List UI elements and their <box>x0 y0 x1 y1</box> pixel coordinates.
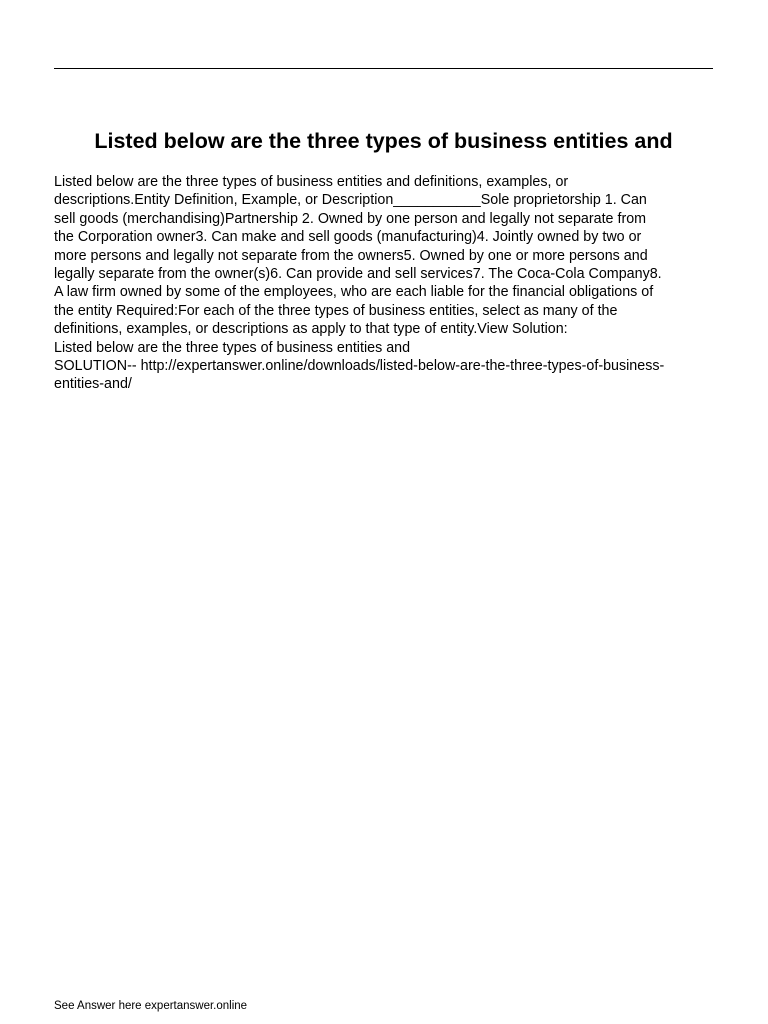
body-line: definitions, examples, or descriptions as apply to that type of entity.View Solution: <box>54 321 568 338</box>
document-title: Listed below are the three types of business entities and <box>94 129 673 153</box>
document-body <box>54 173 720 394</box>
page-footer: See Answer here expertanswer.online <box>54 1000 248 1012</box>
body-line: legally separate from the owner(s)6. Can provide and sell services7. The Coca-Cola Company8. <box>54 266 662 283</box>
body-line: more persons and legally not separate from the owners5. Owned by one or more persons and <box>54 247 648 264</box>
body-line: the entity Required:For each of the three types of business entities, select as many of the <box>54 302 618 319</box>
header-rule <box>54 68 713 69</box>
body-line: sell goods (merchandising)Partnership 2. Owned by one person and legally not separate from <box>54 210 647 227</box>
body-line: Listed below are the three types of business entities and <box>54 339 411 356</box>
solution-link-line[interactable]: entities-and/ <box>54 376 132 393</box>
body-line: A law firm owned by some of the employees, who are each liable for the financial obligations of <box>54 284 654 301</box>
body-line: the Corporation owner3. Can make and sell goods (manufacturing)4. Jointly owned by two or <box>54 229 642 246</box>
solution-link-line[interactable]: SOLUTION-- http://expertanswer.online/downloads/listed-below-are-the-three-types-of-business- <box>54 358 665 375</box>
body-line: Listed below are the three types of business entities and definitions, examples, or <box>54 174 569 190</box>
body-line: descriptions.Entity Definition, Example, or Description___________Sole proprietorship 1. Can <box>54 192 647 209</box>
